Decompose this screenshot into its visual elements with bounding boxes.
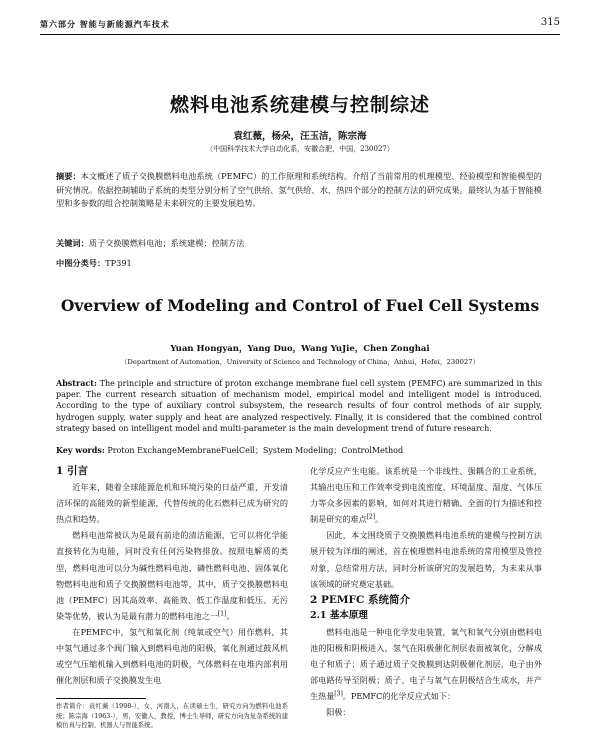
abstract-en [56,378,542,434]
footnote-rule [56,698,146,699]
paragraph-text: 燃料电池常被认为是最有前途的清洁能源，它可以将化学能直接转化为电能，同时没有任何污染物排放。按照电解质的类型，燃料电池可以分为碱性燃料电池、磷性燃料电池、固体氧化物燃料电池和质子交换膜燃料电池等，其中，质子交换膜燃料电池（PEMFC）因其高效率、高能效、低工作温度和低压、无污染等优势，被认为是最有潜力的燃料电池之一 [56,530,288,621]
citation: [3] [334,690,343,698]
affiliation-cn: （中国科学技术大学自动化系，安徽合肥，中国，230027） [206,145,394,153]
affiliation-en: （Department of Automation，University of Science and Technology of China，Anhui，Hefei，230027） [120,358,480,366]
paragraph: 阳极： [326,707,351,718]
running-header [40,16,560,35]
keywords-en-text: Proton ExchangeMembraneFuelCell；System Modeling；ControlMethod [107,446,404,455]
section-1-heading: 1 引言 [56,465,88,477]
paragraph-text: 。 [226,610,235,621]
abstract-cn [56,170,542,211]
paragraph [56,527,288,624]
section-2-1-heading: 2.1 基本原理 [310,609,368,621]
keywords-cn-text: 质子交换膜燃料电池；系统建模；控制方法 [88,238,245,248]
abstract-en-label: Abstract: [56,378,97,388]
paragraph-text: 化学反应产生电能。该系统是一个非线性、强耦合的工业系统，其输出电压和工作效率受到电流密度、环境温度、湿度、气体压力等众多因素的影响，如何对其进行精确、全面的行为描述和控制是研究的难点 [310,466,542,525]
title-en: Overview of Modeling and Control of Fuel Cell Systems [60,296,540,315]
paragraph: 因此，本文围绕质子交换膜燃料电池系统的建模与控制方法展开较为详细的阐述，首在梳理燃料电池系统的常用模型及管控对象，总结常用方法，同时分析该研究的发展趋势，为未来从事该领域的研究奠定基础。 [310,530,542,589]
section-2-heading: 2 PEMFC 系统简介 [310,593,410,606]
title-cn: 燃料电池系统建模与控制综述 [169,94,430,116]
page-number: 315 [540,17,560,28]
authors-en: Yuan Hongyan，Yang Duo，Wang YuJie，Chen Zonghai [170,344,430,354]
keywords-en [56,445,542,456]
abstract-cn-text: 本文概述了质子交换膜燃料电池系统（PEMFC）的工作原理和系统结构。介绍了当前常用的机理模型、经验模型和智能模型的研究情况。依据控制辅助子系统的类型分别分析了空气供给、氢气供给、水、热四个部分的控制方法的研究成果。最终认为基于智能模型和多参数的组合控制策略是未来研究的主要发展趋势。 [56,171,542,208]
abstract-cn-label: 摘要： [56,171,81,181]
classification-cn-label: 中图分类号： [56,258,106,268]
keywords-cn-label: 关键词： [56,238,89,248]
body-column-right [310,463,542,721]
header-section: 第六部分 智能与新能源汽车技术 [40,19,170,29]
paragraph-text: 。PEMFC的化学反应式如下： [342,691,456,702]
authors-cn: 袁红薇，杨朵，汪玉洁，陈宗海 [233,131,367,142]
paragraph: 近年来，随着全球能源危机和环境污染的日益严重，开发清洁环保的高能效的新型能源，代替传统的化石燃料已成为研究的热点和趋势。 [56,482,288,525]
paragraph-text: 燃料电池是一种电化学发电装置，氧气和氧气分别由燃料电池的阳极和阴极进入，氢气在阳极催化剂层表面被氧化，分解成电子和质子；质子通过质子交换膜到达阴极催化剂层，电子由外部电路传导至阴极；质子、电子与氧气在阴极结合生成水，并产生热量 [310,626,542,702]
keywords-en-label: Key words: [56,445,105,455]
abstract-en-text: The principle and structure of proton exchange membrane fuel cell system (PEMFC) are summarized in this paper. The current research situation of mechanism model, empirical model and intelligent model is introduced. According to the type of auxiliary control subsystem, the research results of four control methods of air supply, hydrogen supply, water supply and heat are analyzed respectively. Finally, it is considered that the combined control strategy based on intelligent model and multi-parameter is the main development trend of future research. [56,379,543,433]
classification-cn-text: TP391 [105,258,132,268]
keywords-cn [56,238,542,249]
paragraph [310,624,542,704]
classification-cn [56,258,542,269]
paragraph-text: 。 [375,514,384,525]
paragraph [310,463,542,527]
citation: [2] [366,513,376,521]
author-footnote: 作者简介：袁红薇（1998-），女，河南人，在读硕士生，研究方向为燃料电池系统；陈宗海（1963-），男，安徽人，教授，博士生导师，研究方向为复杂系统的建模仿真与控制、机器人与智能系统。 [56,703,288,729]
body-column-left [56,463,288,688]
paragraph: 在PEMFC中，氢气和氧化剂（纯氧或空气）用作燃料，其中氢气通过多个阀门输入到燃料电池的阳极，氧化剂通过鼓风机或空气压缩机输入到燃料电池的阴极，气体燃料在电堆内部利用催化剂层和质子交换膜发生电 [56,626,288,686]
citation: [1] [217,610,227,618]
